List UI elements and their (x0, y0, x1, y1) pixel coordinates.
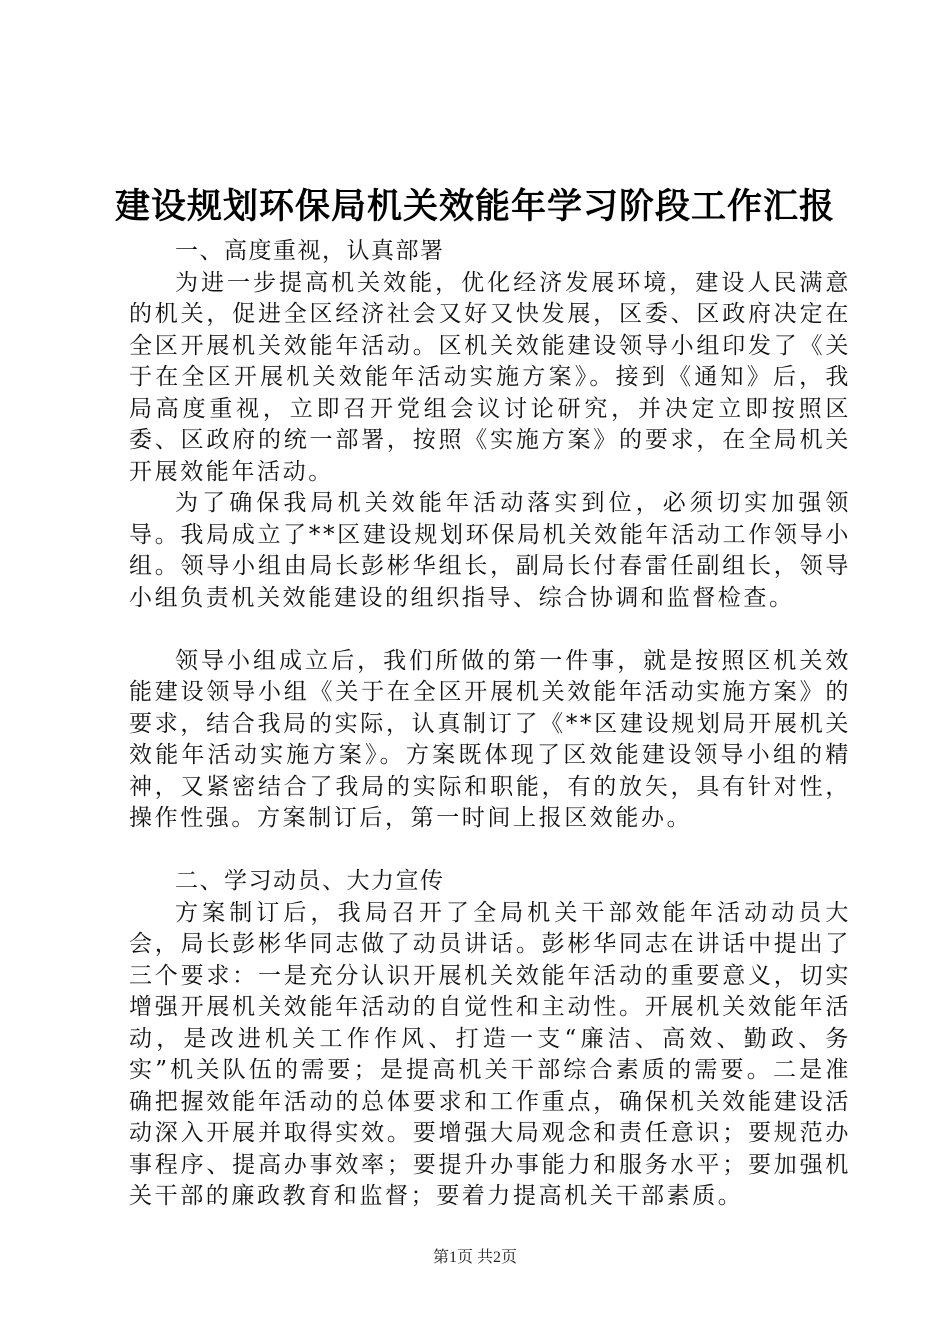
paragraph-spacer (129, 835, 851, 867)
paragraph-spacer (129, 614, 851, 646)
body-paragraph: 为进一步提高机关效能，优化经济发展环境，建设人民满意的机关，促进全区经济社会又好又快发展，区委、区政府决定在全区开展机关效能年活动。区机关效能建设领导小组印发了《关于在全区开展机关效能年活动实施方案》。接到《通知》后，我局高度重视，立即召开党组会议讨论研究，并决定立即按照区委、区政府的统一部署，按照《实施方案》的要求，在全局机关开展效能年活动。 (129, 269, 851, 485)
page-number-footer: 第1页 共2页 (432, 1249, 517, 1266)
section-heading: 一、高度重视，认真部署 (175, 238, 445, 264)
body-paragraph: 领导小组成立后，我们所做的第一件事，就是按照区机关效能建设领导小组《关于在全区开展机关效能年活动实施方案》的要求，结合我局的实际，认真制订了《**区建设规划局开展机关效能年活动实施方案》。方案既体现了区效能建设领导小组的精神，又紧密结合了我局的实际和职能，有的放矢，具有针对性，操作性强。方案制订后，第一时间上报区效能办。 (129, 647, 851, 831)
section-heading: 二、学习动员、大力宣传 (175, 868, 445, 894)
body-paragraph: 方案制订后，我局召开了全局机关干部效能年活动动员大会，局长彭彬华同志做了动员讲话。彭彬华同志在讲话中提出了三个要求：一是充分认识开展机关效能年活动的重要意义，切实增强开展机关效能年活动的自觉性和主动性。开展机关效能年活动，是改进机关工作作风、打造一支“廉洁、高效、勤政、务实”机关队伍的需要；是提高机关干部综合素质的需要。二是准确把握效能年活动的总体要求和工作重点，确保机关效能建设活动深入开展并取得实效。要增强大局观念和责任意识；要规范办事程序、提高办事效率；要提升办事能力和服务水平；要加强机关干部的廉政教育和监督；要着力提高机关干部素质。 (129, 899, 851, 1209)
document-title: 建设规划环保局机关效能年学习阶段工作汇报 (114, 187, 835, 227)
document-body (129, 236, 851, 1213)
body-paragraph: 为了确保我局机关效能年活动落实到位，必须切实加强领导。我局成立了**区建设规划环保局机关效能年活动工作领导小组。领导小组由局长彭彬华组长，副局长付春雷任副组长，领导小组负责机关效能建设的组织指导、综合协调和监督检查。 (129, 490, 851, 611)
